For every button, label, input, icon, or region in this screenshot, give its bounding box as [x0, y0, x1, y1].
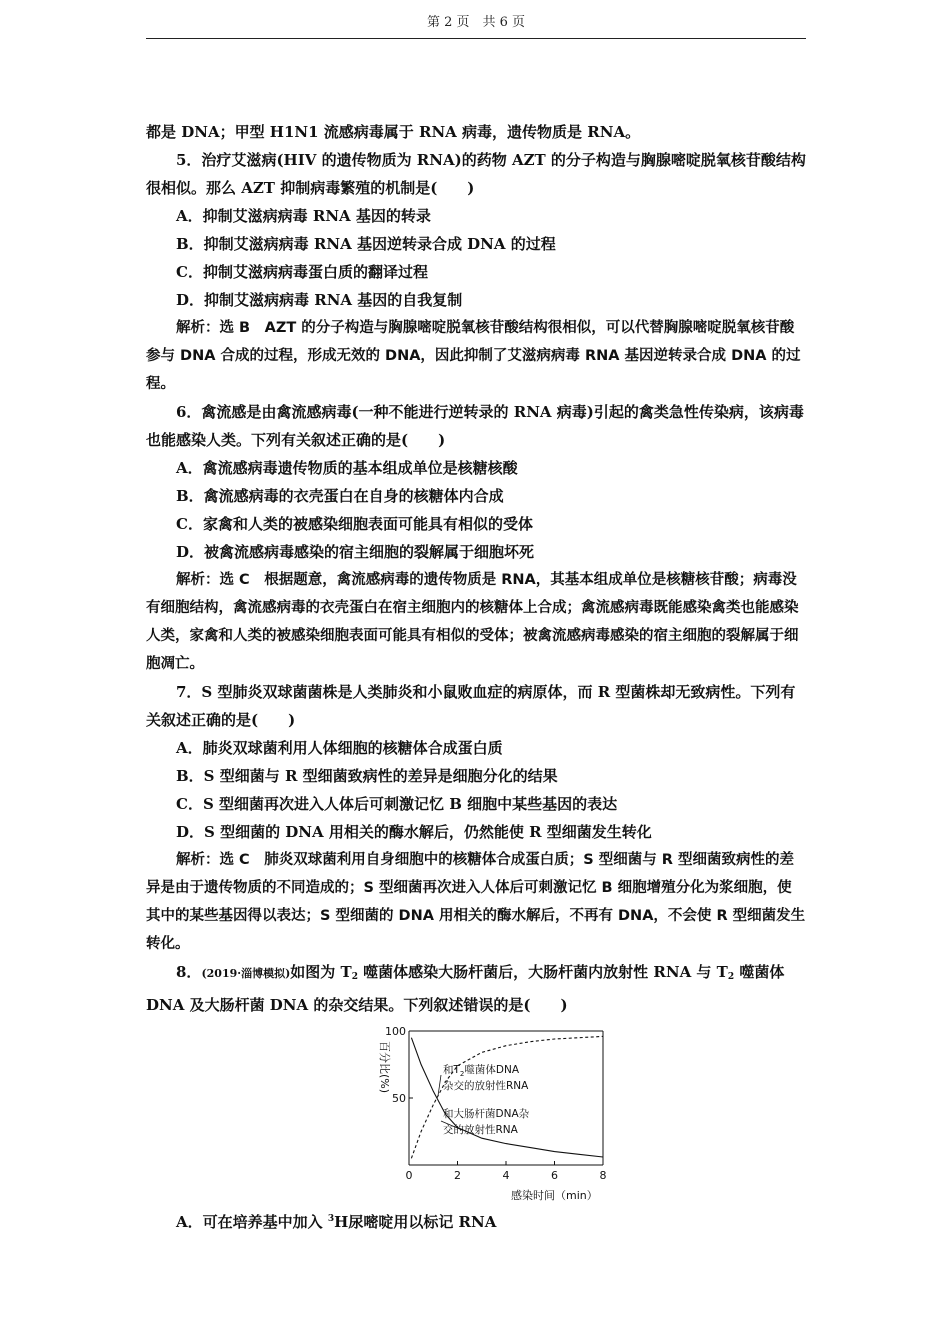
q7-option-a: A．肺炎双球菌利用人体细胞的核糖体合成蛋白质	[176, 739, 503, 757]
q6-option-a: A．禽流感病毒遗传物质的基本组成单位是核糖核酸	[176, 459, 518, 477]
series-line-ecoli-dna	[411, 1038, 603, 1157]
series-label-t2-part2: 噬菌体DNA	[464, 1064, 520, 1076]
q5-analysis-text: AZT 的分子构造与胸腺嘧啶脱氧核苷酸结构很相似，可以代替胸腺嘧啶脱氧核苷酸参与 DNA 合成的过程，形成无效的 DNA，因此抑制了艾滋病病毒 RNA 基因逆转录合成 DNA 的过程。	[146, 320, 801, 392]
question-5: 5．治疗艾滋病(HIV 的遗传物质为 RNA)的药物 AZT 的分子构造与胸腺嘧啶脱氧核苷酸结构很相似。那么 AZT 抑制病毒繁殖的机制是( )	[146, 151, 806, 197]
q7-analysis-text: 肺炎双球菌利用自身细胞中的核糖体合成蛋白质；S 型细菌与 R 型细菌致病性的差异是由于遗传物质的不同造成的；S 型细菌再次进入人体后可刺激记忆 B 细胞增殖分化为浆细胞，使其中的某些基因得以表达；S 型细菌的 DNA 用相关的酶水解后，不再有 DNA，不会使 R 型细菌发生转化。	[146, 852, 806, 952]
q5-option-a: A．抑制艾滋病病毒 RNA 基因的转录	[176, 207, 431, 225]
x-tick-label-8: 8	[599, 1169, 607, 1182]
q5-option-b: B．抑制艾滋病病毒 RNA 基因逆转录合成 DNA 的过程	[176, 235, 556, 253]
q8-text-2: 噬菌体感染大肠杆菌后，大肠杆菌内放射性 RNA 与 T	[357, 963, 728, 981]
q8-subscript-1: 2	[351, 972, 358, 982]
series-label-t2-line2: 杂交的放射性RNA	[443, 1080, 529, 1092]
q7-option-b: B．S 型细菌与 R 型细菌致病性的差异是细胞分化的结果	[176, 767, 558, 785]
q6-analysis-text: 根据题意，禽流感病毒的遗传物质是 RNA，其基本组成单位是核糖核苷酸；病毒没有细胞结构，禽流感病毒的衣壳蛋白在宿主细胞内的核糖体上合成；禽流感病毒既能感染禽类也能感染人类，家禽和人类的被感染细胞表面可能具有相似的受体；被禽流感病毒感染的宿主细胞的裂解属于细胞凋亡。	[146, 572, 799, 672]
q5-analysis	[146, 314, 806, 398]
q6-analysis-label: 解析：选 C	[176, 572, 250, 588]
q7-analysis	[146, 846, 806, 958]
q7-option-c: C．S 型细菌再次进入人体后可刺激记忆 B 细胞中某些基因的表达	[176, 795, 618, 813]
q8-option-a-text-2: H尿嘧啶用以标记 RNA	[334, 1213, 497, 1231]
question-7: 7．S 型肺炎双球菌菌株是人类肺炎和小鼠败血症的病原体，而 R 型菌株却无致病性。下列有关叙述正确的是( )	[146, 683, 796, 729]
x-axis-label: 感染时间（min）	[511, 1189, 598, 1202]
question-6: 6．禽流感是由禽流感病毒(一种不能进行逆转录的 RNA 病毒)引起的禽类急性传染病，该病毒也能感染人类。下列有关叙述正确的是( )	[146, 403, 804, 449]
q5-analysis-label: 解析：选 B	[176, 320, 251, 336]
q8-option-a	[146, 1205, 806, 1236]
q8-text-3: 噬菌体 DNA 及大肠杆菌 DNA 的杂交结果。下列叙述错误的是( )	[146, 963, 785, 1014]
page-content	[146, 118, 806, 1236]
q8-option-a-text-1: A．可在培养基中加入	[176, 1213, 328, 1231]
y-tick-label-100: 100	[385, 1025, 406, 1038]
q7-option-d: D．S 型细菌的 DNA 用相关的酶水解后，仍然能使 R 型细菌发生转化	[176, 823, 652, 841]
series-line-t2-dna	[411, 1036, 603, 1158]
y-axis-label: 百分比(%)	[378, 1041, 391, 1094]
q8-subscript-2: 2	[727, 972, 735, 982]
x-tick-label-2: 2	[454, 1169, 461, 1182]
series-label-t2-part1: 和T	[443, 1064, 460, 1076]
hybridization-chart-figure	[146, 1019, 806, 1205]
q8-number: 8．	[176, 963, 202, 981]
series-label-t2-sub: 2	[459, 1070, 465, 1078]
header-divider	[146, 38, 806, 39]
x-tick-label-6: 6	[551, 1169, 558, 1182]
page-header: 第 2 页 共 6 页	[426, 15, 526, 30]
q8-source: (2019·淄博模拟)	[201, 967, 291, 980]
x-tick-label-4: 4	[502, 1169, 510, 1182]
q8-text-1: 如图为 T	[290, 963, 352, 981]
q5-option-d: D．抑制艾滋病病毒 RNA 基因的自我复制	[176, 291, 463, 309]
q5-option-c: C．抑制艾滋病病毒蛋白质的翻译过程	[176, 263, 428, 281]
series-label-ecoli-line2: 交的放射性RNA	[443, 1124, 518, 1136]
q6-option-c: C．家禽和人类的被感染细胞表面可能具有相似的受体	[176, 515, 533, 533]
series-label-ecoli-line1: 和大肠杆菌DNA杂	[443, 1108, 530, 1120]
q7-analysis-label: 解析：选 C	[176, 852, 250, 868]
q6-option-d: D．被禽流感病毒感染的宿主细胞的裂解属于细胞坏死	[176, 543, 535, 561]
series-label-t2-line1	[443, 1063, 520, 1078]
question-8	[146, 958, 806, 1019]
q6-option-b: B．禽流感病毒的衣壳蛋白在自身的核糖体内合成	[176, 487, 504, 505]
q6-analysis	[146, 566, 806, 678]
y-tick-label-50: 50	[392, 1092, 406, 1105]
x-tick-label-0: 0	[405, 1169, 413, 1182]
hybridization-chart	[371, 1023, 611, 1203]
q8-option-a-superscript: 3	[327, 1214, 335, 1224]
paragraph-continuation: 都是 DNA；甲型 H1N1 流感病毒属于 RNA 病毒，遗传物质是 RNA。	[146, 123, 641, 141]
